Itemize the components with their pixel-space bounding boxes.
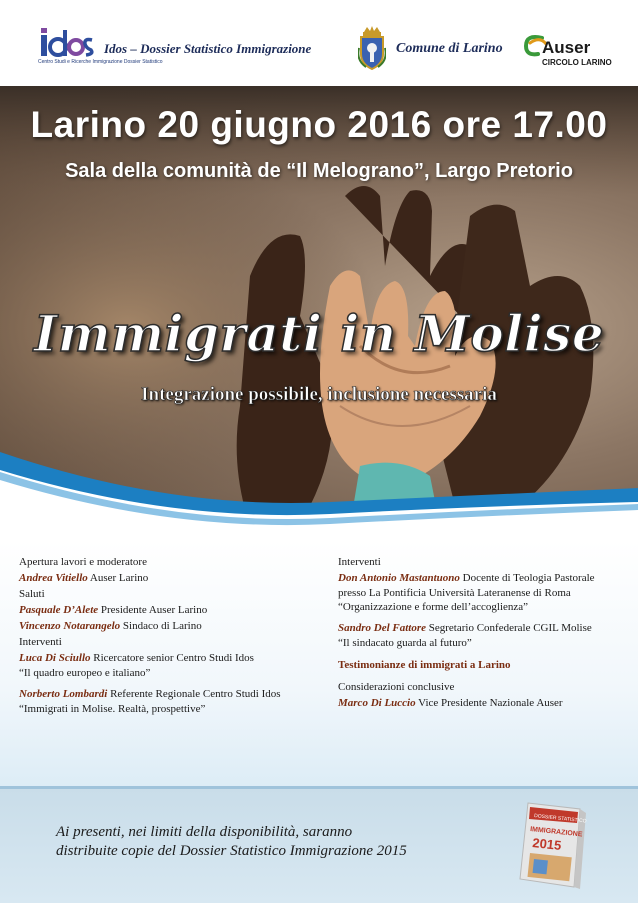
book-series: DOSSIER STATISTICO	[533, 813, 587, 825]
speaker-name: Vincenzo Notarangelo	[19, 620, 121, 632]
speaker-name: Andrea Vitiello	[19, 572, 88, 584]
speaker-role: Presidente Auser Larino	[98, 604, 208, 616]
speaker-role: Segretario Confederale CGIL Molise	[426, 622, 592, 634]
speaker-name: Sandro Del Fattore	[338, 622, 427, 634]
testimonies-line: Testimonianze di immigrati a Larino	[338, 659, 511, 671]
idos-logo-mark	[38, 26, 94, 58]
footer-line-2: distribuite copie del Dossier Statistico Immigrazione 2015	[56, 843, 407, 859]
speaker-role: Vice Presidente Nazionale Auser	[415, 697, 563, 709]
footer-note	[56, 823, 476, 861]
speaker-role: Sindaco di Larino	[120, 620, 202, 632]
idos-name: Idos – Dossier Statistico Immigrazione	[104, 41, 312, 56]
speaker-line	[338, 621, 634, 635]
dossier-book-image	[500, 799, 600, 891]
speaker-line	[19, 571, 319, 585]
closing-label: Considerazioni conclusive	[338, 681, 455, 693]
speaker-line	[19, 651, 319, 665]
talks-label: Interventi	[338, 556, 381, 568]
greetings-label: Saluti	[19, 588, 45, 600]
speaker-name: Luca Di Sciullo	[19, 652, 91, 664]
talks-label: Interventi	[19, 636, 62, 648]
talk-title: “Immigrati in Molise. Realtà, prospettive”	[19, 703, 206, 715]
book-year: 2015	[531, 835, 563, 854]
speaker-role: Referente Regionale Centro Studi Idos	[107, 688, 281, 700]
speaker-line	[19, 603, 319, 617]
speaker-line	[19, 687, 319, 701]
speaker-role-continued: presso La Pontificia Università Lateranense di Roma	[338, 587, 571, 599]
program-left-column	[19, 556, 319, 718]
auser-logo	[522, 34, 622, 70]
speaker-role: Docente di Teologia Pastorale	[459, 572, 595, 584]
speaker-line	[338, 696, 634, 710]
footer	[0, 786, 638, 903]
idos-logo	[38, 26, 163, 72]
event-date: Larino 20 giugno 2016 ore 17.00	[30, 104, 608, 145]
wave-divider	[0, 440, 638, 550]
speaker-name: Don Antonio Mastantuono	[338, 572, 460, 584]
event-subtitle: Integrazione possibile, inclusione necessaria	[141, 384, 497, 405]
auser-name: Auser	[542, 38, 591, 57]
speaker-line	[19, 619, 319, 633]
footer-line-1: Ai presenti, nei limiti della disponibilità, saranno	[56, 824, 353, 840]
book-title: IMMIGRAZIONE	[529, 826, 583, 839]
speaker-role: Auser Larino	[87, 572, 149, 584]
event-venue: Sala della comunità de “Il Melograno”, Largo Pretorio	[65, 160, 573, 182]
talk-title: “Organizzazione e forme dell’accoglienza”	[338, 601, 529, 613]
comune-crest-icon	[358, 26, 386, 70]
comune-name: Comune di Larino	[396, 41, 503, 56]
idos-logo-subtitle: Centro Studi e Ricerche Immigrazione Dossier Statistico	[38, 59, 163, 65]
talk-title: “Il quadro europeo e italiano”	[19, 667, 151, 679]
speaker-name: Norberto Lombardi	[19, 688, 108, 700]
speaker-line	[338, 571, 634, 585]
program-right-column	[338, 556, 634, 713]
talk-title: “Il sindacato guarda al futuro”	[338, 637, 472, 649]
speaker-name: Pasquale D’Alete	[19, 604, 99, 616]
opening-label: Apertura lavori e moderatore	[19, 556, 147, 568]
header	[0, 0, 638, 86]
speaker-name: Marco Di Luccio	[338, 697, 416, 709]
event-title: Immigrati in Molise	[33, 304, 605, 363]
auser-subtitle: CIRCOLO LARINO	[542, 58, 612, 67]
program-section	[0, 540, 638, 790]
speaker-role: Ricercatore senior Centro Studi Idos	[90, 652, 254, 664]
